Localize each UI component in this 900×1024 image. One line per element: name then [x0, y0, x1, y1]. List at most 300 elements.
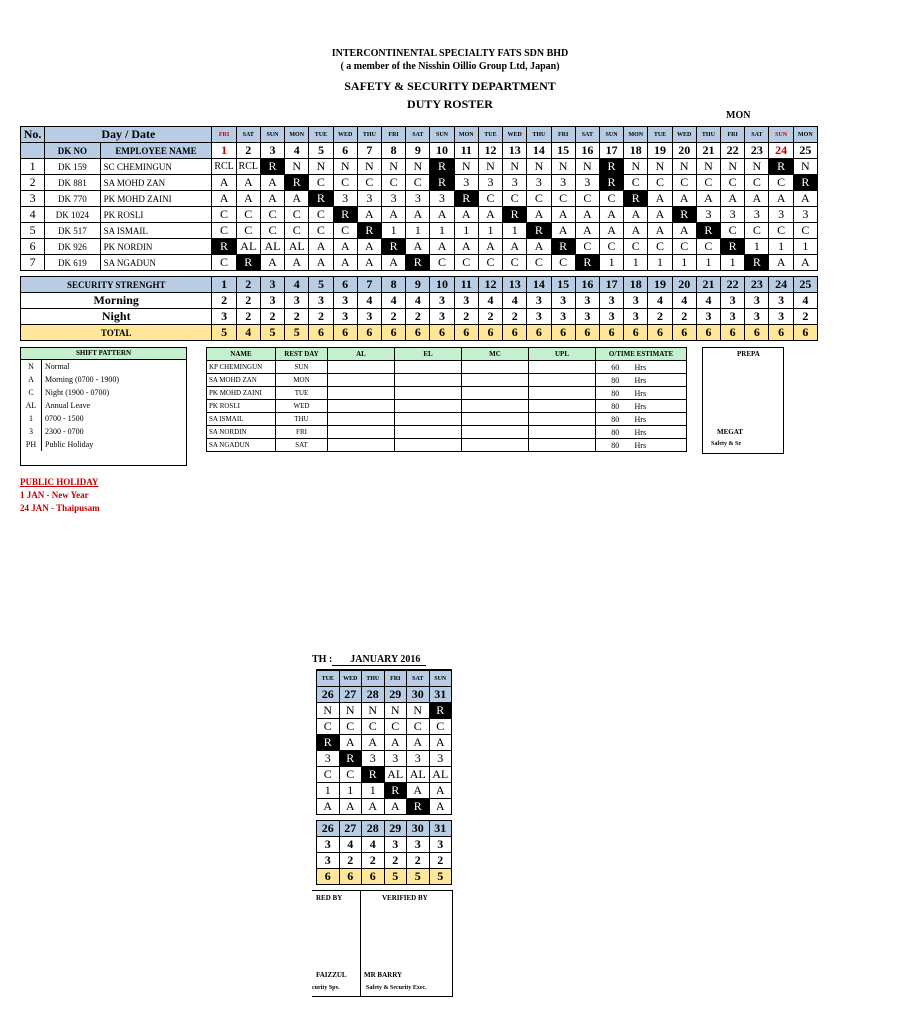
shift-cell: A — [285, 191, 309, 207]
day-cell: THU — [362, 670, 385, 687]
shift-cell: 1 — [648, 255, 672, 271]
shift-cell: 3 — [478, 175, 502, 191]
night-row — [21, 309, 818, 325]
morning-count: 4 — [696, 293, 720, 309]
staff-name: SA NGADUN — [207, 439, 276, 452]
strength-date: 7 — [357, 277, 381, 293]
staff-al — [328, 387, 395, 400]
shift-cell: 3 — [429, 751, 452, 767]
shift-cell: A — [384, 735, 407, 751]
month-label-tail: TH : — [312, 654, 333, 665]
verified-by-name: MR BARRY — [364, 971, 403, 979]
date-cell: 29 — [384, 687, 407, 703]
strength-date: 10 — [430, 277, 454, 293]
total-count: 6 — [454, 325, 478, 341]
morning-count: 3 — [551, 293, 575, 309]
shift-cell: N — [721, 159, 745, 175]
morning-label: Morning — [21, 293, 212, 309]
staff-row — [207, 426, 687, 439]
shift-cell: C — [260, 223, 284, 239]
total-count: 6 — [551, 325, 575, 341]
date-cell: 23 — [745, 143, 769, 159]
shift-code: C — [21, 386, 42, 399]
shift-cell: 3 — [407, 751, 430, 767]
shift-cell: C — [672, 239, 696, 255]
date-cell: 22 — [721, 143, 745, 159]
shift-cell: C — [527, 191, 551, 207]
shift-cell: A — [406, 239, 430, 255]
shift-cell: A — [236, 175, 260, 191]
staff-ot-hours: 80 — [596, 439, 635, 452]
shift-cell: R — [527, 223, 551, 239]
shift-cell: N — [362, 703, 385, 719]
shift-cell: A — [648, 207, 672, 223]
night-count: 3 — [357, 309, 381, 325]
shift-cell: A — [599, 207, 623, 223]
date-cell: 9 — [406, 143, 430, 159]
shift-cell: 1 — [721, 255, 745, 271]
shift-cell: 1 — [362, 783, 385, 799]
prepared-by-name: MEGAT — [717, 428, 743, 436]
shift-cell: N — [381, 159, 405, 175]
staff-el — [395, 374, 462, 387]
shift-cell: R — [357, 223, 381, 239]
staff-summary-table — [206, 347, 687, 452]
shift-cell: C — [357, 175, 381, 191]
shift-pattern-item — [21, 412, 186, 425]
staff-name: SA ISMAIL — [207, 413, 276, 426]
staff-ot-unit: Hrs — [635, 413, 687, 426]
employee-dk-no: DK 1024 — [45, 207, 100, 223]
continuation-employee-row — [317, 735, 452, 751]
employee-dk-no: DK 770 — [45, 191, 100, 207]
shift-code: AL — [21, 399, 42, 412]
shift-cell: A — [260, 191, 284, 207]
shift-cell: C — [212, 207, 236, 223]
strength-date: 8 — [381, 277, 405, 293]
total-count: 5 — [407, 869, 430, 885]
shift-cell: A — [527, 207, 551, 223]
staff-al — [328, 426, 395, 439]
staff-header-cell: NAME — [207, 348, 276, 361]
strength-date: 4 — [285, 277, 309, 293]
shift-cell: A — [769, 191, 793, 207]
shift-pattern-item — [21, 360, 186, 373]
day-cell: WED — [672, 127, 696, 143]
continuation-employee-row — [317, 703, 452, 719]
shift-cell: C — [551, 191, 575, 207]
staff-ot-hours: 80 — [596, 426, 635, 439]
employee-dk-no: DK 619 — [45, 255, 100, 271]
day-cell: SUN — [599, 127, 623, 143]
day-cell: SUN — [429, 670, 452, 687]
staff-mc — [462, 400, 529, 413]
night-count: 2 — [672, 309, 696, 325]
shift-cell: R — [285, 175, 309, 191]
strength-date: 19 — [648, 277, 672, 293]
shift-cell: R — [575, 255, 599, 271]
month-label-prefix: MON — [726, 110, 751, 121]
morning-count: 2 — [236, 293, 260, 309]
staff-al — [328, 374, 395, 387]
morning-count: 4 — [648, 293, 672, 309]
staff-row — [207, 413, 687, 426]
staff-rest-day: MON — [276, 374, 328, 387]
staff-mc — [462, 426, 529, 439]
staff-el — [395, 413, 462, 426]
shift-cell: R — [317, 735, 340, 751]
shift-cell: 1 — [793, 239, 817, 255]
continuation-total-row — [317, 869, 452, 885]
public-holiday-title: PUBLIC HOLIDAY — [20, 477, 99, 487]
night-count: 2 — [260, 309, 284, 325]
shift-cell: R — [430, 159, 454, 175]
staff-name: PK MOHD ZAINI — [207, 387, 276, 400]
employee-row — [21, 175, 818, 191]
total-count: 6 — [430, 325, 454, 341]
night-count: 2 — [285, 309, 309, 325]
shift-pattern-legend — [20, 347, 187, 466]
staff-rest-day: WED — [276, 400, 328, 413]
shift-description: Normal — [45, 362, 70, 371]
shift-cell: C — [551, 255, 575, 271]
shift-cell: A — [212, 191, 236, 207]
employee-no: 2 — [21, 175, 45, 191]
shift-cell: 1 — [406, 223, 430, 239]
shift-cell: A — [260, 175, 284, 191]
shift-cell: C — [478, 255, 502, 271]
continuation-strength-row — [317, 821, 452, 837]
staff-ot-unit: Hrs — [635, 400, 687, 413]
shift-cell: C — [317, 767, 340, 783]
blank-header — [21, 143, 45, 159]
staff-el — [395, 439, 462, 452]
shift-cell: C — [599, 191, 623, 207]
prepared-by-position: Safety & Se — [711, 441, 741, 447]
shift-cell: C — [624, 175, 648, 191]
prepared-by-signatory-position: curity Spv. — [312, 985, 340, 991]
night-count: 3 — [333, 309, 357, 325]
shift-cell: 1 — [745, 239, 769, 255]
staff-upl — [529, 426, 596, 439]
shift-cell: N — [285, 159, 309, 175]
shift-cell: C — [648, 239, 672, 255]
employee-row — [21, 255, 818, 271]
total-count: 6 — [599, 325, 623, 341]
company-name: INTERCONTINENTAL SPECIALTY FATS SDN BHD — [331, 48, 569, 59]
date-cell: 14 — [527, 143, 551, 159]
shift-cell: 3 — [384, 751, 407, 767]
day-cell: WED — [339, 670, 362, 687]
day-cell: THU — [527, 127, 551, 143]
staff-header-cell: UPL — [529, 348, 596, 361]
staff-upl — [529, 400, 596, 413]
total-count: 6 — [527, 325, 551, 341]
shift-cell: R — [769, 159, 793, 175]
strength-date: 9 — [406, 277, 430, 293]
total-count: 6 — [362, 869, 385, 885]
shift-cell: 1 — [381, 223, 405, 239]
shift-cell: 3 — [317, 751, 340, 767]
shift-cell: A — [793, 191, 817, 207]
strength-date: 20 — [672, 277, 696, 293]
shift-cell: N — [333, 159, 357, 175]
date-cell: 26 — [317, 687, 340, 703]
night-count: 2 — [429, 853, 452, 869]
staff-row — [207, 387, 687, 400]
night-count: 3 — [599, 309, 623, 325]
employee-name: SA MOHD ZAN — [100, 175, 212, 191]
shift-cell: C — [454, 255, 478, 271]
morning-count: 3 — [384, 837, 407, 853]
staff-ot-hours: 80 — [596, 387, 635, 400]
shift-cell: RCL — [212, 159, 236, 175]
shift-cell: C — [672, 175, 696, 191]
total-count: 6 — [381, 325, 405, 341]
shift-cell: C — [745, 223, 769, 239]
employee-dk-no: DK 926 — [45, 239, 100, 255]
shift-cell: R — [454, 191, 478, 207]
total-count: 6 — [672, 325, 696, 341]
shift-cell: N — [745, 159, 769, 175]
date-cell: 6 — [333, 143, 357, 159]
total-count: 6 — [478, 325, 502, 341]
date-cell: 3 — [260, 143, 284, 159]
shift-description: 0700 - 1500 — [45, 414, 84, 423]
shift-pattern-item — [21, 386, 186, 399]
night-count: 3 — [745, 309, 769, 325]
strength-date: 13 — [503, 277, 527, 293]
strength-date: 11 — [454, 277, 478, 293]
shift-cell: C — [696, 175, 720, 191]
signature-box — [312, 890, 453, 997]
shift-cell: C — [721, 175, 745, 191]
date-cell: 31 — [429, 687, 452, 703]
shift-cell: A — [575, 223, 599, 239]
month-value: JANUARY 2016 — [332, 654, 426, 666]
shift-cell: A — [575, 207, 599, 223]
continuation-employee-row — [317, 767, 452, 783]
strength-date: 3 — [260, 277, 284, 293]
staff-row — [207, 361, 687, 374]
staff-upl — [529, 374, 596, 387]
shift-code: N — [21, 360, 42, 373]
total-count: 6 — [406, 325, 430, 341]
strength-date: 2 — [236, 277, 260, 293]
employee-no: 7 — [21, 255, 45, 271]
shift-description: Annual Leave — [45, 401, 91, 410]
night-count: 3 — [317, 853, 340, 869]
shift-cell: C — [503, 191, 527, 207]
shift-cell: A — [672, 223, 696, 239]
shift-cell: C — [527, 255, 551, 271]
shift-cell: N — [696, 159, 720, 175]
shift-cell: C — [333, 175, 357, 191]
shift-cell: 3 — [793, 207, 817, 223]
strength-date: 25 — [793, 277, 817, 293]
shift-cell: A — [429, 783, 452, 799]
shift-cell: A — [362, 799, 385, 815]
shift-pattern-item — [21, 425, 186, 438]
strength-date: 22 — [721, 277, 745, 293]
staff-al — [328, 439, 395, 452]
morning-count: 3 — [575, 293, 599, 309]
shift-cell: 3 — [357, 191, 381, 207]
night-count: 3 — [769, 309, 793, 325]
shift-cell: R — [624, 191, 648, 207]
strength-date: 31 — [429, 821, 452, 837]
employee-dk-no: DK 159 — [45, 159, 100, 175]
shift-cell: R — [696, 223, 720, 239]
date-cell: 20 — [672, 143, 696, 159]
shift-cell: C — [721, 223, 745, 239]
shift-cell: A — [696, 191, 720, 207]
strength-date: 17 — [599, 277, 623, 293]
day-cell: MON — [454, 127, 478, 143]
total-label: TOTAL — [21, 325, 212, 341]
shift-cell: C — [430, 255, 454, 271]
continuation-employee-row — [317, 783, 452, 799]
shift-cell: R — [309, 191, 333, 207]
verified-by-label: VERIFIED BY — [382, 894, 428, 902]
employee-row — [21, 207, 818, 223]
shift-cell: 1 — [769, 239, 793, 255]
day-cell: MON — [285, 127, 309, 143]
staff-name: SA NORDIN — [207, 426, 276, 439]
shift-cell: A — [430, 207, 454, 223]
shift-cell: A — [429, 799, 452, 815]
shift-cell: 3 — [575, 175, 599, 191]
shift-cell: N — [503, 159, 527, 175]
shift-cell: A — [236, 191, 260, 207]
day-cell: WED — [333, 127, 357, 143]
strength-date: 27 — [339, 821, 362, 837]
col-no-header: No. — [21, 127, 45, 143]
morning-row — [21, 293, 818, 309]
shift-cell: A — [454, 207, 478, 223]
shift-pattern-item — [21, 373, 186, 386]
night-count: 2 — [406, 309, 430, 325]
employee-no: 6 — [21, 239, 45, 255]
public-holiday-item: 24 JAN - Thaipusam — [20, 503, 100, 513]
night-count: 2 — [648, 309, 672, 325]
shift-cell: C — [696, 239, 720, 255]
shift-cell: C — [384, 719, 407, 735]
morning-count: 4 — [381, 293, 405, 309]
shift-cell: A — [551, 223, 575, 239]
day-cell: TUE — [648, 127, 672, 143]
total-count: 6 — [503, 325, 527, 341]
day-cell: FRI — [384, 670, 407, 687]
shift-cell: C — [309, 207, 333, 223]
staff-ot-unit: Hrs — [635, 426, 687, 439]
shift-cell: 1 — [339, 783, 362, 799]
employee-dk-no: DK 881 — [45, 175, 100, 191]
strength-date: 5 — [309, 277, 333, 293]
date-cell: 2 — [236, 143, 260, 159]
shift-cell: A — [624, 207, 648, 223]
shift-cell: R — [721, 239, 745, 255]
night-count: 2 — [407, 853, 430, 869]
morning-count: 3 — [430, 293, 454, 309]
shift-cell: 3 — [381, 191, 405, 207]
shift-description: 2300 - 0700 — [45, 427, 84, 436]
shift-cell: N — [406, 159, 430, 175]
verified-by-position: Safety & Security Exec. — [366, 985, 427, 991]
signature-divider — [360, 891, 361, 996]
day-cell: WED — [503, 127, 527, 143]
morning-count: 4 — [357, 293, 381, 309]
strength-label: SECURITY STRENGHT — [21, 277, 212, 293]
shift-cell: 1 — [454, 223, 478, 239]
shift-cell: A — [333, 239, 357, 255]
shift-code: PH — [21, 438, 42, 451]
shift-cell: C — [478, 191, 502, 207]
shift-cell: C — [285, 207, 309, 223]
total-count: 6 — [793, 325, 817, 341]
col-dkno-header: DK NO — [45, 143, 100, 159]
shift-cell: 3 — [333, 191, 357, 207]
shift-cell: R — [236, 255, 260, 271]
shift-code: 1 — [21, 412, 42, 425]
strength-date: 29 — [384, 821, 407, 837]
shift-cell: 1 — [503, 223, 527, 239]
total-count: 6 — [575, 325, 599, 341]
staff-header-cell: MC — [462, 348, 529, 361]
duty-roster-table — [20, 126, 818, 341]
employee-name: PK MOHD ZAINI — [100, 191, 212, 207]
shift-cell: A — [599, 223, 623, 239]
shift-cell: N — [309, 159, 333, 175]
shift-cell: A — [381, 207, 405, 223]
total-count: 6 — [745, 325, 769, 341]
shift-description: Night (1900 - 0700) — [45, 388, 110, 397]
day-cell: TUE — [317, 670, 340, 687]
employee-no: 1 — [21, 159, 45, 175]
staff-row — [207, 374, 687, 387]
employee-name: SC CHEMINGUN — [100, 159, 212, 175]
staff-rest-day: SUN — [276, 361, 328, 374]
night-count: 2 — [236, 309, 260, 325]
staff-rest-day: THU — [276, 413, 328, 426]
date-cell: 21 — [696, 143, 720, 159]
prepared-by-box — [702, 347, 784, 454]
morning-count: 4 — [362, 837, 385, 853]
shift-cell: R — [406, 255, 430, 271]
total-count: 5 — [285, 325, 309, 341]
shift-cell: C — [285, 223, 309, 239]
night-count: 3 — [696, 309, 720, 325]
shift-cell: C — [769, 175, 793, 191]
morning-count: 4 — [478, 293, 502, 309]
shift-cell: R — [430, 175, 454, 191]
staff-upl — [529, 439, 596, 452]
day-cell: SAT — [236, 127, 260, 143]
shift-cell: A — [454, 239, 478, 255]
staff-upl — [529, 361, 596, 374]
staff-el — [395, 426, 462, 439]
shift-cell: N — [575, 159, 599, 175]
night-count: 3 — [721, 309, 745, 325]
roster-title: DUTY ROSTER — [407, 97, 493, 111]
shift-cell: A — [384, 799, 407, 815]
shift-cell: N — [384, 703, 407, 719]
shift-cell: C — [362, 719, 385, 735]
shift-cell: 3 — [551, 175, 575, 191]
employee-no: 4 — [21, 207, 45, 223]
date-cell: 10 — [430, 143, 454, 159]
morning-count: 3 — [429, 837, 452, 853]
